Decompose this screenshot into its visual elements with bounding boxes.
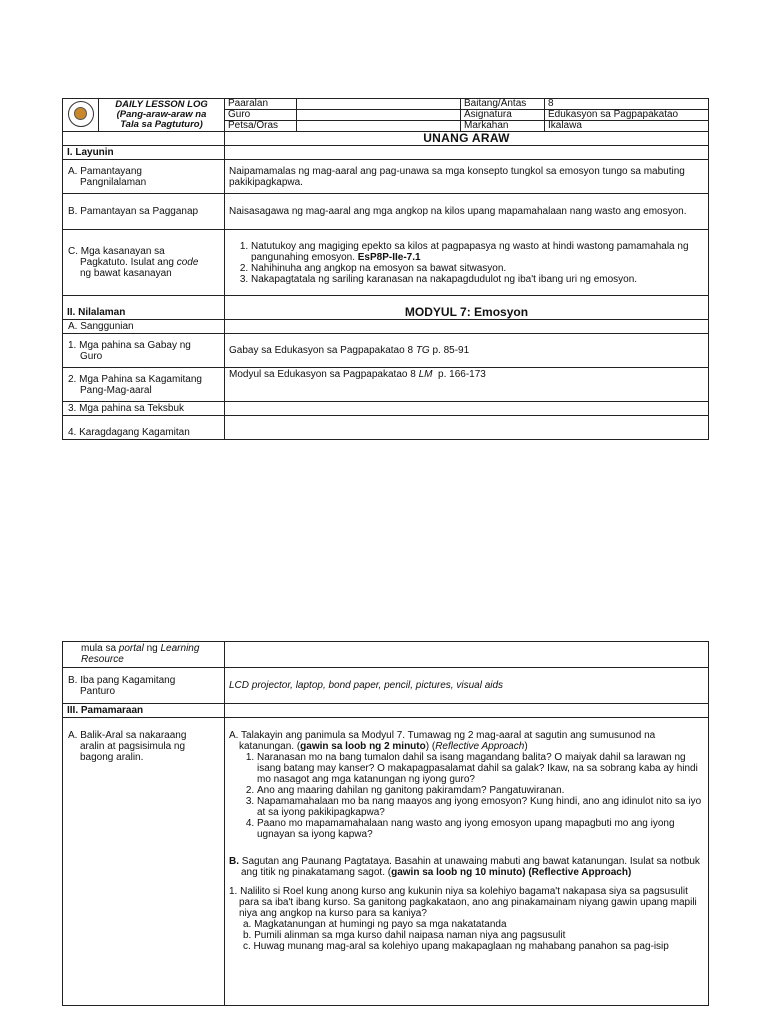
- portal-empty: [225, 642, 709, 668]
- day-empty-cell: [63, 132, 225, 146]
- kasanayan-item-2: 2. Nahihinuha ang angkop na emosyon sa bawat sitwasyon.: [251, 263, 704, 274]
- a-label-line2: Pangnilalaman: [80, 176, 147, 188]
- sanggunian-empty: [225, 320, 709, 334]
- c-label-line2-text: Pagkatuto. Isulat ang: [80, 257, 174, 268]
- iba-label: [63, 668, 225, 704]
- guro-label: Guro: [225, 110, 297, 121]
- b-letter: B.: [229, 856, 239, 867]
- asignatura-label: Asignatura: [461, 110, 545, 121]
- day-title: UNANG ARAW: [225, 132, 709, 146]
- kagamitan-lm: LM: [418, 369, 433, 380]
- gabay-label-line1: 1. Mga pahina sa Gabay ng: [68, 339, 191, 351]
- gabay-tg: TG: [415, 345, 430, 356]
- balik-label-line1: A. Balik-Aral sa nakaraang: [68, 730, 187, 741]
- kagamitan-label-line2: Pang-Mag-aaral: [80, 384, 152, 396]
- choice-c: c. Huwag munang mag-aral sa kolehiyo upang makapaglaan ng mahabang panahon sa pag-isip: [243, 941, 669, 952]
- choice-a: a. Magkatanungan at humingi ng payo sa mga nakatatanda: [243, 919, 507, 930]
- kasanayan-label: [63, 230, 225, 296]
- markahan-label: Markahan: [461, 121, 545, 132]
- pamantayang-pangnilalaman-text: Naipamamalas ng mag-aaral ang pag-unawa sa mga konsepto tungkol sa emosyon tungo sa mabuting pakikipagkapwa.: [225, 160, 709, 194]
- kasanayan-item-1: [251, 241, 704, 263]
- kagamitan-label-line1: 2. Mga Pahina sa Kagamitang: [68, 373, 202, 385]
- portal-label: [63, 642, 225, 668]
- continuation-table: [62, 641, 709, 1006]
- c-label-line1: C. Mga kasanayan sa: [68, 246, 165, 257]
- header-table: [62, 98, 709, 132]
- pamamaraan-empty: [225, 704, 709, 718]
- portal-learning: Learning: [160, 643, 200, 654]
- question-1-choices: [229, 919, 704, 952]
- layunin-empty: [225, 146, 709, 160]
- kagamitan-label: [63, 368, 225, 402]
- gabay-label: [63, 334, 225, 368]
- a-intro-close: ): [524, 741, 528, 752]
- petsa-value: [297, 121, 461, 132]
- c-label-code-word: code: [176, 257, 199, 268]
- a-intro-text: A. Talakayin ang panimula sa Modyul 7. Tumawag ng 2 mag-aaral at sagutin ang sumusunod na katanungan. (: [229, 730, 656, 752]
- b-intro-time: gawin sa loob ng 10 minuto) (Reflective Approach): [391, 867, 632, 878]
- page-2-table: [62, 641, 708, 1006]
- kagamitan-pages: p. 166-173: [438, 369, 486, 380]
- a-question-1: 1. Naranasan mo na bang tumalon dahil sa isang magandang balita? O maiyak dahil sa larawan ng isang batang may kanser? O makapagpasalamat dahil sa galak? Ikaw, na sa sobrang kaba ay hindi mo nasagot ang mga katanungan ng iyong guro?: [257, 752, 704, 785]
- kagamitan-text: [225, 368, 709, 402]
- paaralan-label: Paaralan: [225, 99, 297, 110]
- a-intro-time: gawin sa loob ng 2 minuto: [300, 741, 426, 752]
- dll-title-line3: Tala sa Pagtuturo): [120, 119, 203, 130]
- teksbuk-empty: [225, 402, 709, 416]
- kasanayan-list-cell: [225, 230, 709, 296]
- lesson-table: [62, 131, 709, 440]
- a-label-line1: A. Pamantayang: [68, 165, 142, 177]
- sanggunian-label: A. Sanggunian: [63, 320, 225, 334]
- gabay-label-line2: Guro: [80, 350, 103, 362]
- a-question-list: [229, 752, 704, 840]
- a-question-4: 4. Paano mo mapamamahalaan nang wasto ang iyong emosyon upang mapagbuti mo ang iyong ugnayan sa iyong kapwa?: [257, 818, 704, 840]
- baitang-label: Baitang/Antas: [461, 99, 545, 110]
- spacer: [229, 848, 704, 856]
- iba-label-line1: B. Iba pang Kagamitang: [68, 674, 176, 686]
- karagdagan-empty: [225, 416, 709, 440]
- school-logo-cell: [63, 99, 99, 132]
- guro-value: [297, 110, 461, 121]
- portal-ng: ng: [146, 643, 158, 654]
- pamantayan-pagganap-text: Naisasagawa ng mag-aaral ang mga angkop na kilos upang mapamahalaan nang wasto ang emosyon.: [225, 194, 709, 230]
- portal-italic: portal: [118, 643, 144, 654]
- asignatura-value: Edukasyon sa Pagpapakatao: [545, 110, 709, 121]
- dll-title: [99, 99, 225, 132]
- spacer: [229, 840, 704, 848]
- gabay-pages: p. 85-91: [432, 345, 470, 356]
- modyul-title: MODYUL 7: Emosyon: [225, 296, 709, 320]
- kasanayan-item-3: 3. Nakapagtatala ng sariling karanasan na nakapagdudulot ng iba't ibang uri ng emosyon.: [251, 274, 704, 285]
- c-label-line2: [68, 257, 220, 268]
- karagdagan-label: 4. Karagdagang Kagamitan: [63, 416, 225, 440]
- balik-label-line3: bagong aralin.: [80, 752, 144, 763]
- gabay-text: [225, 334, 709, 368]
- teksbuk-label: 3. Mga pahina sa Teksbuk: [63, 402, 225, 416]
- a-intro: [229, 730, 704, 752]
- kasanayan-list: [229, 241, 704, 285]
- dll-title-line2: (Pang-araw-araw na: [116, 109, 207, 120]
- spacer: [229, 878, 704, 886]
- petsa-label: Petsa/Oras: [225, 121, 297, 132]
- page-1-table: [62, 98, 708, 440]
- a-intro-approach: Reflective Approach: [435, 741, 525, 752]
- b-intro-text: Sagutan ang Paunang Pagtataya. Basahin at unawaing mabuti ang bawat katanungan. Isulat sa notbuk ang titik ng pinakatamang sagot. (: [241, 856, 700, 878]
- iba-label-line2: Panturo: [80, 685, 116, 697]
- layunin-heading: I. Layunin: [63, 146, 225, 160]
- portal-text-1: mula sa: [81, 643, 117, 654]
- kagamitan-title: Modyul sa Edukasyon sa Pagpapakatao 8: [229, 369, 416, 380]
- a-question-2: 2. Ano ang maaring dahilan ng ganitong pakiramdam? Pangatuwiranan.: [257, 785, 704, 796]
- dll-title-line1: DAILY LESSON LOG: [115, 99, 208, 110]
- c-label-line3: ng bawat kasanayan: [80, 268, 172, 279]
- gabay-title: Gabay sa Edukasyon sa Pagpapakatao 8: [229, 345, 414, 356]
- portal-resource: Resource: [81, 654, 124, 665]
- pamamaraan-heading: III. Pamamaraan: [63, 704, 225, 718]
- kasanayan-item-1-text: Natutukoy ang magiging epekto sa kilos at pagpapasya ng wasto at hindi wastong pamamahala ng pangunahing emosyon.: [251, 240, 689, 263]
- pamantayan-pagganap-label: B. Pamantayan sa Pagganap: [63, 194, 225, 230]
- kasanayan-code: EsP8P-IIe-7.1: [357, 251, 421, 263]
- baitang-value: 8: [545, 99, 709, 110]
- paaralan-value: [297, 99, 461, 110]
- balik-aral-content: [225, 718, 709, 1006]
- a-intro-sep: ) (: [425, 741, 436, 752]
- nilalaman-heading: II. Nilalaman: [63, 296, 225, 320]
- question-1: 1. Nalilito si Roel kung anong kurso ang kukunin niya sa kolehiyo bagama't nakapasa siya sa pagsusulit para sa iba't ibang kurso. Sa ganitong pagkakataon, ano ang pinakamainam niyang gawin upang mapili niya ang angkop na kurso para sa kaniya?: [229, 886, 697, 919]
- iba-text: LCD projector, laptop, bond paper, pencil, pictures, visual aids: [225, 668, 709, 704]
- choice-b: b. Pumili alinman sa mga kurso dahil naipasa naman niya ang pagsusulit: [243, 930, 566, 941]
- balik-aral-label: [63, 718, 225, 1006]
- a-question-3: 3. Napamamahalaan mo ba nang maayos ang iyong emosyon? Kung hindi, ano ang idinulot nito sa iyo at sa iyong pakikipagkapwa?: [257, 796, 704, 818]
- pamantayang-pangnilalaman-label: [63, 160, 225, 194]
- markahan-value: Ikalawa: [545, 121, 709, 132]
- deped-seal-icon: [68, 101, 94, 127]
- balik-label-line2: aralin at pagsisimula ng: [80, 741, 186, 752]
- b-intro: [229, 856, 704, 878]
